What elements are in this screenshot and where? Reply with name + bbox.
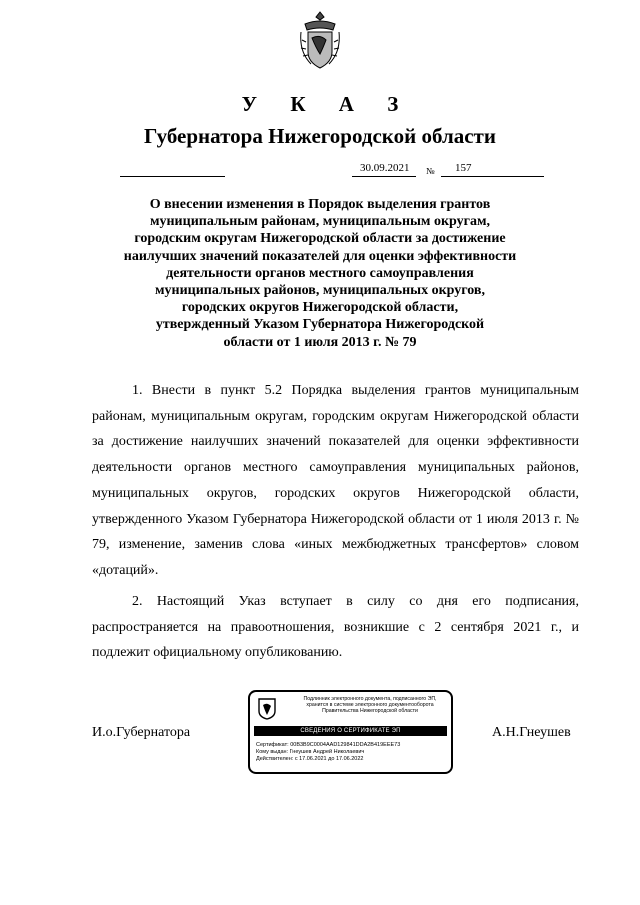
heading-line: муниципальным районам, муниципальным округам, (149, 214, 491, 230)
stamp-header (294, 696, 446, 714)
body-paragraph-2: 2. Настоящий Указ вступает в силу со дня его подписания, распространяется на правоотношения, возникшие с 2 сентября 2021 г., и подлежит официальному опубликованию. (92, 594, 579, 661)
certificate-line: Кому выдан: Гнеушев Андрей Николаевич (256, 749, 365, 755)
heading-line: городским округам Нижегородской области за достижение (134, 231, 506, 247)
signatory-position: И.о.Губернатора (92, 725, 191, 740)
document-number: 157 (455, 162, 472, 174)
heading-line: О внесении изменения в Порядок выделения грантов (149, 197, 491, 212)
heading-line: наилучших значений показателей для оценки эффективности (123, 248, 517, 264)
issuer-title: Губернатора Нижегородской области (144, 124, 496, 148)
heading-line: деятельности органов местного самоуправления (166, 265, 474, 281)
coat-of-arms-emblem (299, 10, 341, 72)
number-label: № (426, 166, 435, 176)
document-heading (120, 196, 520, 351)
certificate-info-bar: СВЕДЕНИЯ О СЕРТИФИКАТЕ ЭП (254, 726, 447, 736)
certificate-line: Действителен: с 17.06.2021 до 17.06.2022 (256, 756, 364, 762)
stamp-header-line: хранится в системе электронного документооборота (306, 702, 434, 708)
heading-line: муниципальных районов, муниципальных округов, (154, 283, 485, 299)
date-underline (352, 176, 416, 177)
certificate-line: Сертификат: 00B3B9C0004AAD129841DDA2B419EEE73 (256, 742, 401, 748)
blank-line-left (120, 176, 225, 177)
stamp-header-line: Подлинник электронного документа, подписанного ЭП, (303, 696, 437, 702)
heading-line: городских округов Нижегородской области, (181, 300, 459, 316)
number-underline (441, 176, 544, 177)
stamp-header-line: Правительства Нижегородской области (322, 708, 418, 714)
document-type-title: У К А З (241, 92, 413, 116)
electronic-signature-stamp (248, 690, 453, 774)
heading-line: утвержденный Указом Губернатора Нижегородской (155, 317, 485, 333)
body-paragraph-1: 1. Внести в пункт 5.2 Порядка выделения грантов муниципальным районам, муниципальным округам, городским округам Нижегородской области за достижение наилучших значений показателей для оценки эффективности деятельности органов местного самоуправления муниципальных районов, муниципальных округов, городских округов Нижегородской области, утвержденного Указом Губернатора Нижегородской области от 1 июля 2013 г. № 79, изменение, заменив слова «иных межбюджетных трансфертов» словом «дотаций». (92, 383, 579, 578)
signatory-name: А.Н.Гнеушев (492, 725, 571, 740)
certificate-details (256, 742, 446, 763)
document-date: 30.09.2021 (360, 162, 410, 174)
region-logo-icon (258, 698, 276, 720)
heading-line: области от 1 июля 2013 г. № 79 (223, 334, 417, 350)
